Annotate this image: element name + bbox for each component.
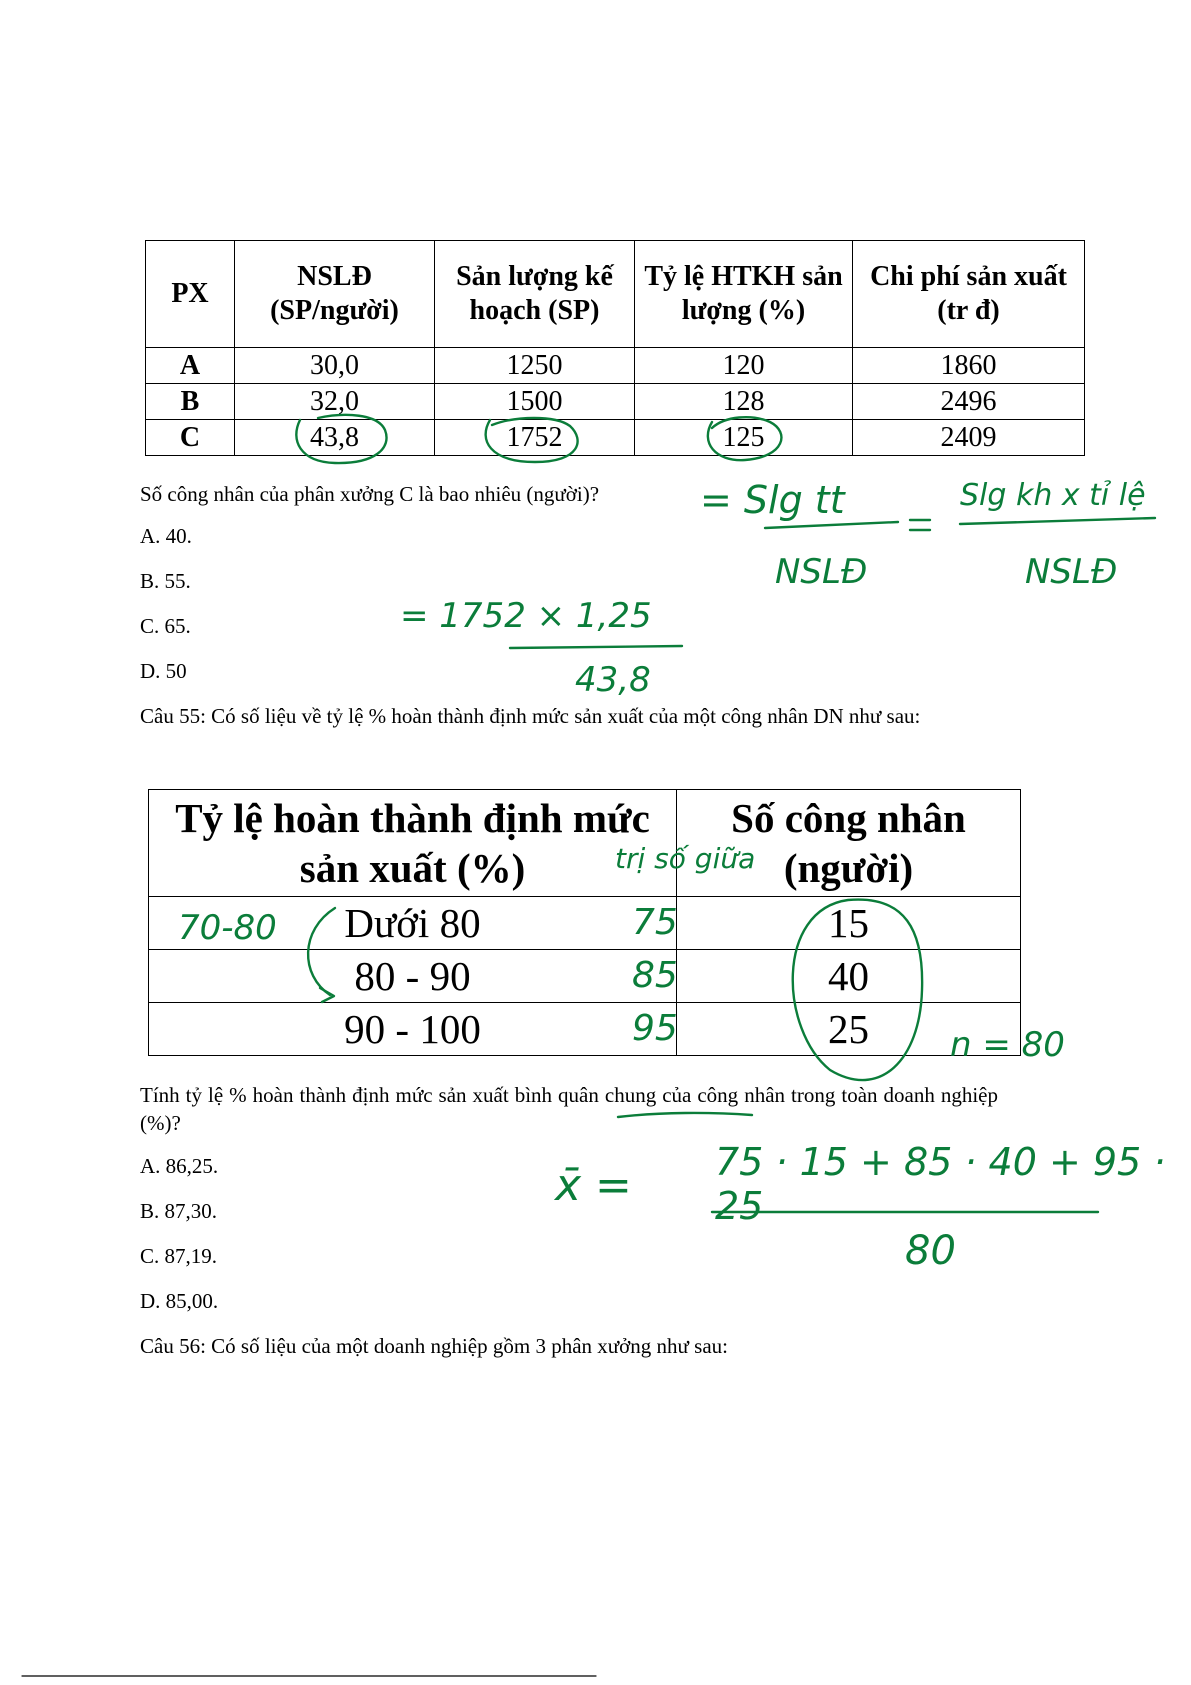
answer-option: D. 85,00. [140, 1289, 219, 1313]
header-cell: Tỷ lệ hoàn thành định mức sản xuất (%) [149, 790, 677, 897]
table-cell: 128 [635, 384, 853, 420]
answer-option: C. 87,19. [140, 1244, 218, 1268]
handwriting-mean-denominator: 80 [905, 1228, 956, 1274]
table-cell: 125 [635, 420, 853, 456]
table-cell: C [146, 420, 235, 456]
table-cell: 1860 [853, 348, 1085, 384]
answer-option: C. 65. [140, 614, 191, 638]
handwriting-fraction-line [510, 646, 682, 648]
handwriting-midpoint: 95 [632, 1008, 678, 1049]
handwriting-midpoint: 75 [632, 902, 678, 943]
answer-option: D. 50 [140, 659, 187, 683]
table-cell: 1250 [435, 348, 635, 384]
question-56-intro: Câu 56: Có số liệu của một doanh nghiệp gồm 3 phân xưởng như sau: [140, 1334, 728, 1358]
handwriting-n: n = 80 [950, 1025, 1065, 1065]
table-cell: 1500 [435, 384, 635, 420]
handwriting-nsld: NSLĐ [1025, 552, 1118, 592]
handwriting-range: 70-80 [178, 908, 277, 948]
table-cell: 15 [677, 897, 1021, 950]
handwriting-tri-so-giua: trị số giữa [615, 842, 756, 875]
question-55-intro: Câu 55: Có số liệu về tỷ lệ % hoàn thành định mức sản xuất của một công nhân DN như sau: [140, 704, 921, 728]
header-cell: Sản lượng kế hoạch (SP) [435, 241, 635, 348]
answer-option: A. 40. [140, 524, 192, 548]
answer-option: B. 87,30. [140, 1199, 218, 1223]
table-cell: 43,8 [235, 420, 435, 456]
handwriting-mean-numerator: 75 · 15 + 85 · 40 + 95 · 25 [715, 1140, 1166, 1228]
handwriting-underline [618, 1113, 752, 1117]
handwriting-fraction-line [960, 518, 1155, 524]
table-cell: 80 - 90 [149, 950, 677, 1003]
question-55-text: Tính tỷ lệ % hoàn thành định mức sản xuất bình quân chung của công nhân trong toàn doanh nghiệp (%)? [140, 1083, 998, 1135]
handwriting-oval [793, 900, 922, 1081]
table-cell: 1752 [435, 420, 635, 456]
table-cell: Dưới 80 [149, 897, 677, 950]
handwriting-arrow [320, 988, 334, 1002]
header-cell: Tỷ lệ HTKH sản lượng (%) [635, 241, 853, 348]
answer-option: A. 86,25. [140, 1154, 219, 1178]
handwriting-circle [486, 418, 578, 462]
handwriting-calc-numerator: = 1752 × 1,25 [400, 596, 652, 636]
table-cell: 32,0 [235, 384, 435, 420]
handwriting-circle [708, 417, 782, 460]
handwriting-slg-kh: Slg kh x tỉ lệ [960, 478, 1146, 513]
handwriting-calc-denominator: 43,8 [575, 660, 651, 700]
handwriting-bracket [308, 908, 335, 995]
handwriting-midpoint: 85 [632, 955, 678, 996]
table-cell: 120 [635, 348, 853, 384]
table-cell: 2409 [853, 420, 1085, 456]
handwriting-nsld: NSLĐ [775, 552, 868, 592]
header-cell: Số công nhân (người) [677, 790, 1021, 897]
handwriting-circle [296, 415, 386, 463]
table-cell: 2496 [853, 384, 1085, 420]
handwriting-slg-tt: = Slg tt [700, 478, 845, 522]
table-cell: 90 - 100 [149, 1003, 677, 1056]
question-54-text: Số công nhân của phân xưởng C là bao nhiêu (người)? [140, 482, 600, 506]
table-cell: A [146, 348, 235, 384]
table-cell: B [146, 384, 235, 420]
table-cell: 40 [677, 950, 1021, 1003]
answer-option: B. 55. [140, 569, 191, 593]
table-cell: 30,0 [235, 348, 435, 384]
table-cell: 25 [677, 1003, 1021, 1056]
header-cell: PX [146, 241, 235, 348]
handwriting-mean-symbol: x̄ = [555, 1160, 632, 1211]
header-cell: NSLĐ (SP/người) [235, 241, 435, 348]
header-cell: Chi phí sản xuất (tr đ) [853, 241, 1085, 348]
handwriting-equals [910, 520, 930, 530]
handwriting-fraction-line [765, 522, 898, 528]
